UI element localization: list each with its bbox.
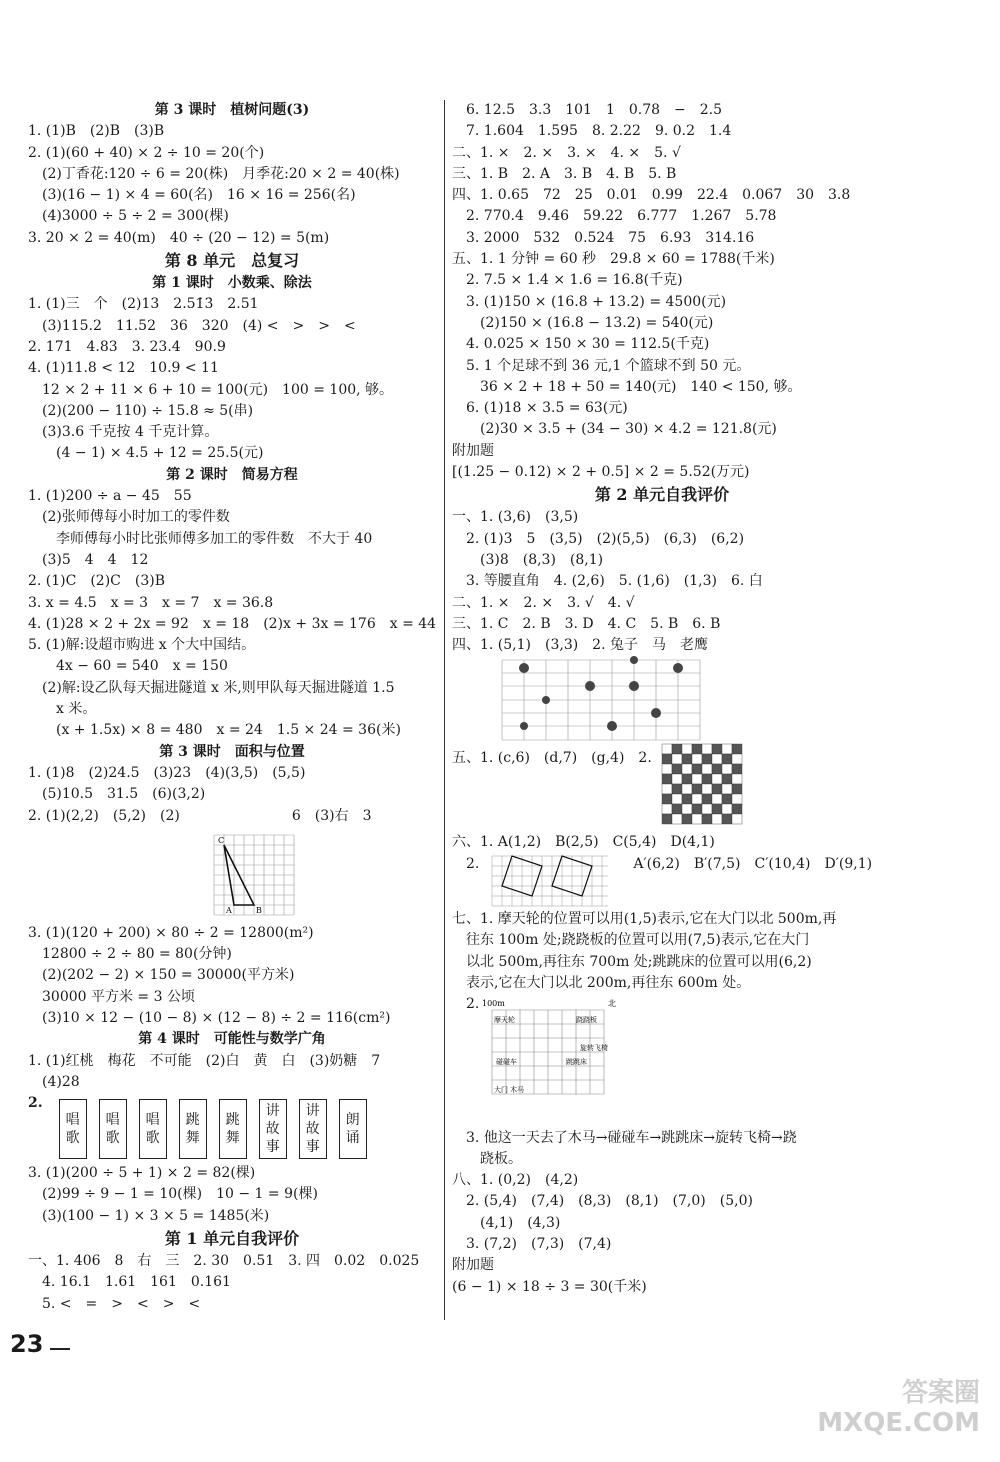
chess-square: [692, 794, 702, 804]
answer-line: (2)丁香花:120 ÷ 6 = 20(株) 月季花:20 × 2 = 40(株): [28, 165, 400, 182]
chess-square: [692, 764, 702, 774]
answer-line: 6. (1)18 × 3.5 = 63(元): [452, 400, 628, 417]
section-heading: 第 1 课时 小数乘、除法: [152, 275, 312, 292]
activity-card: 唱 歌: [139, 1099, 167, 1159]
chess-square: [712, 784, 722, 794]
chessboard-figure: [656, 742, 750, 826]
triangle-grid-figure: [28, 827, 436, 923]
answer-line: 6. 12.5 3.3 101 1 0.78 − 2.5: [452, 102, 723, 118]
chess-square: [672, 774, 682, 784]
chess-square: [732, 774, 742, 784]
activity-cards-row: [28, 1093, 436, 1163]
park-scale-label: 100m: [482, 998, 505, 1008]
answer-line: 三、1. C 2. B 3. D 4. C 5. B 6. B: [452, 615, 721, 632]
answer-line: 3. x = 4.5 x = 3 x = 7 x = 36.8: [28, 594, 274, 611]
chess-square: [672, 744, 682, 754]
park-bumper-label: 碰碰车: [496, 1057, 517, 1066]
answer-line: 往东 100m 处;跷跷板的位置可以用(7,5)表示,它在大门: [452, 932, 810, 949]
section-heading: 第 3 课时 植树问题(3): [154, 102, 310, 118]
answer-line: 以北 500m,再往东 700m 处;跳跳床的位置可以用(6,2): [452, 953, 812, 970]
chess-square: [712, 804, 722, 814]
answer-line: 跷板。: [452, 1150, 522, 1167]
chess-square: [672, 794, 682, 804]
park-map-figure: [452, 998, 872, 1128]
chess-square: [702, 794, 712, 804]
chess-square: [732, 754, 742, 764]
answer-line: (6 − 1) × 18 ÷ 3 = 30(千米): [452, 1278, 647, 1295]
park-trampoline-label: 跳跳床: [566, 1057, 587, 1066]
chess-square: [702, 744, 712, 754]
answer-line: (4,1) (4,3): [452, 1214, 561, 1231]
answer-line: 2. 7.5 × 1.4 × 1.6 = 16.8(千克): [452, 272, 683, 289]
chess-square: [692, 814, 702, 824]
answer-line: 2. (1)(60 + 40) × 2 ÷ 10 = 20(个): [28, 144, 265, 161]
answer-line: 5. 1 个足球不到 36 元,1 个篮球不到 50 元。: [452, 357, 751, 374]
answer-line: 3. (7,2) (7,3) (7,4): [452, 1235, 612, 1252]
left-block-1: [28, 100, 436, 827]
chess-square: [702, 774, 712, 784]
answer-line: [(1.25 − 0.12) × 2 + 0.5] × 2 = 5.52(万元): [452, 464, 750, 481]
chess-square: [732, 794, 742, 804]
answer-line: 3. 他这一天去了木马→碰碰车→跳跳床→旋转飞椅→跷: [452, 1129, 797, 1146]
answer-line: (2)99 ÷ 9 − 1 = 10(棵) 10 − 1 = 9(棵): [28, 1186, 318, 1203]
chess-square: [702, 784, 712, 794]
answer-line: (3)8 (8,3) (8,1): [452, 551, 604, 568]
chess-square: [712, 764, 722, 774]
answer-line: 2. (5,4) (7,4) (8,3) (8,1) (7,0) (5,0): [452, 1193, 753, 1210]
chess-square: [722, 774, 732, 784]
answer-line: 五、1. (c,6) (d,7) (g,4) 2.: [452, 750, 652, 767]
chess-square: [732, 784, 742, 794]
answer-line: 1. (1)三 个 (2)13 2.51̇3̇ 2.51: [28, 296, 259, 313]
activity-card: 跳 舞: [219, 1099, 247, 1159]
answer-line: 30000 平方米 = 3 公顷: [28, 988, 195, 1005]
quadrilateral-figure: [488, 852, 610, 914]
answer-line: 3. 等腰直角 4. (2,6) 5. (1,6) (1,3) 6. 白: [452, 573, 763, 590]
answer-line: 1. (1)红桃 梅花 不可能 (2)白 黄 白 (3)奶糖 7: [28, 1052, 381, 1069]
right-block-2: [452, 748, 652, 769]
answer-line: (3)3.6 千克按 4 千克计算。: [28, 424, 219, 441]
animal-grid-figure: [452, 656, 872, 748]
answer-line: 3. 2000 532 0.524 75 6.93 314.16: [452, 229, 755, 246]
answer-line: (2)(202 − 2) × 150 = 30000(平方米): [28, 967, 295, 984]
park-horse-label: 木马: [510, 1085, 524, 1094]
park-north-label: 北: [608, 998, 616, 1008]
activity-card: 唱 歌: [99, 1099, 127, 1159]
chess-square: [682, 804, 692, 814]
chess-square: [682, 744, 692, 754]
answer-line: 2. (1)3 5 (3,5) (2)(5,5) (6,3) (6,2): [452, 530, 745, 547]
answer-line: 四、1. (5,1) (3,3) 2. 兔子 马 老鹰: [452, 637, 708, 654]
answer-line: (2)张师傅每小时加工的零件数: [28, 509, 230, 526]
answer-line: (4)28: [28, 1073, 80, 1090]
section-heading: 第 1 单元自我评价: [164, 1229, 300, 1249]
answer-line: (4 − 1) × 4.5 + 12 = 25.5(元): [28, 445, 264, 462]
answer-line: 4. (1)28 × 2 + 2x = 92 x = 18 (2)x + 3x = 176 x = 44: [28, 615, 437, 632]
answer-line: 附加题: [452, 1257, 494, 1274]
park-seesaw-label: 跷跷板: [576, 1015, 597, 1024]
chess-square: [722, 764, 732, 774]
chess-square: [712, 814, 722, 824]
answer-line: 二、1. × 2. × 3. √ 4. √: [452, 594, 635, 611]
answer-line: 36 × 2 + 18 + 50 = 140(元) 140 < 150, 够。: [452, 378, 802, 395]
answer-line: 表示,它在大门以北 200m,再往东 600m 处。: [452, 974, 751, 991]
chess-square: [712, 754, 722, 764]
answer-line: 4. (1)11.8 < 12 10.9 < 11: [28, 360, 219, 377]
park-gate-label: 大门: [494, 1085, 508, 1094]
column-divider: [444, 100, 445, 1320]
chess-square: [702, 764, 712, 774]
chess-square: [682, 764, 692, 774]
answer-line: (5)10.5 31.5 (6)(3,2): [28, 786, 206, 803]
answer-line: 3. 20 × 2 = 40(m) 40 ÷ (20 − 12) = 5(m): [28, 229, 330, 246]
park-ferris-label: 摩天轮: [494, 1015, 515, 1024]
section-heading: 第 2 单元自我评价: [594, 485, 730, 505]
answer-line: 7. 1.604 1.595 8. 2.22 9. 0.2 1.4: [452, 123, 732, 140]
chess-square: [702, 754, 712, 764]
right-block-1: [452, 100, 872, 656]
activity-cards: [59, 1099, 367, 1159]
chess-square: [722, 744, 732, 754]
answer-line: 4. 0.025 × 150 × 30 = 112.5(千克): [452, 336, 710, 353]
section-heading: 第 2 课时 简易方程: [166, 466, 298, 483]
answer-line: 六、1. A(1,2) B(2,5) C(5,4) D(4,1): [452, 834, 715, 851]
activity-card: 唱 歌: [59, 1099, 87, 1159]
page-number: 23: [10, 1330, 44, 1358]
answer-line: 4x − 60 = 540 x = 150: [28, 658, 228, 675]
answer-line: 4. 16.1 1.61 161 0.161: [28, 1274, 231, 1291]
chess-square: [672, 764, 682, 774]
chess-square: [712, 744, 722, 754]
chess-square: [692, 804, 702, 814]
right-block-5: [452, 1128, 872, 1298]
answer-line: 12800 ÷ 2 ÷ 80 = 80(分钟): [28, 946, 232, 963]
chess-square: [682, 784, 692, 794]
answer-line: (3)5 4 4 12: [28, 551, 149, 568]
triangle-label-b: B: [256, 905, 262, 915]
chess-square: [722, 814, 732, 824]
chess-square: [692, 774, 702, 784]
chess-square: [732, 814, 742, 824]
answer-line: (2)30 × 3.5 + (34 − 30) × 4.2 = 121.8(元): [452, 421, 777, 438]
answer-line: 五、1. 1 分钟 = 60 秒 29.8 × 60 = 1788(千米): [452, 251, 775, 268]
chess-square: [692, 784, 702, 794]
answer-line: 七、1. 摩天轮的位置可以用(1,5)表示,它在大门以北 500m,再: [452, 911, 837, 928]
answer-line: 八、1. (0,2) (4,2): [452, 1172, 579, 1189]
answer-line: 2. 171 4.83 3. 23.4 90.9: [28, 338, 226, 355]
answer-line: 2.: [452, 996, 480, 1013]
answer-line: 3. (1)(120 + 200) × 80 ÷ 2 = 12800(m²): [28, 924, 314, 941]
chess-square: [702, 804, 712, 814]
answer-line: 四、1. 0.65 72 25 0.01 0.99 22.4 0.067 30 3.8: [452, 187, 851, 204]
answer-line: 3. (1)(200 ÷ 5 + 1) × 2 = 82(棵): [28, 1165, 256, 1182]
answer-line: x 米。: [28, 701, 97, 718]
chess-square: [712, 794, 722, 804]
cards-label: 2.: [28, 1095, 43, 1112]
answer-line: 2. (1)(2,2) (5,2) (2) 6 (3)右 3: [28, 807, 372, 824]
answer-line: (2)150 × (16.8 − 13.2) = 540(元): [452, 314, 714, 331]
chess-square: [682, 814, 692, 824]
chess-square: [672, 804, 682, 814]
watermark: 答案圈 MXQE.COM: [817, 1378, 980, 1438]
chess-square: [672, 814, 682, 824]
answer-line: 1. (1)200 ÷ a − 45 55: [28, 488, 192, 505]
answer-line: 一、1. 406 8 右 三 2. 30 0.51 3. 四 0.02 0.025: [28, 1253, 420, 1270]
chess-square: [732, 744, 742, 754]
right-column: [452, 100, 872, 1298]
chess-square: [682, 754, 692, 764]
answer-line: (3)(100 − 1) × 3 × 5 = 1485(米): [28, 1207, 270, 1224]
left-block-3: [28, 1163, 436, 1315]
chess-square: [662, 774, 672, 784]
chess-square: [722, 804, 732, 814]
section-heading: 第 8 单元 总复习: [164, 251, 300, 271]
chess-square: [722, 784, 732, 794]
activity-card: 讲 故 事: [259, 1099, 287, 1159]
chess-square: [662, 764, 672, 774]
answer-line: 2. 770.4 9.46 59.22 6.777 1.267 5.78: [452, 208, 777, 225]
answer-line: 1. (1)8 (2)24.5 (3)23 (4)(3,5) (5,5): [28, 764, 306, 781]
activity-card: 朗 诵: [339, 1099, 367, 1159]
chess-square: [712, 774, 722, 784]
answer-line: 12 × 2 + 11 × 6 + 10 = 100(元) 100 = 100, 够。: [28, 381, 394, 398]
chess-square: [662, 804, 672, 814]
left-column: [28, 100, 436, 1315]
answer-line: (3)10 × 12 − (10 − 8) × (12 − 8) ÷ 2 = 116(cm²): [28, 1009, 391, 1026]
park-chair-label: 旋转飞椅: [580, 1043, 608, 1052]
chess-square: [672, 754, 682, 764]
answer-line: (3)(16 − 1) × 4 = 60(名) 16 × 16 = 256(名): [28, 187, 356, 204]
chess-square: [692, 744, 702, 754]
chess-square: [732, 764, 742, 774]
chess-square: [692, 754, 702, 764]
chess-square: [732, 804, 742, 814]
answer-line: 5. < = > < > <: [28, 1295, 201, 1312]
chess-square: [682, 774, 692, 784]
answer-line: 一、1. (3,6) (3,5): [452, 509, 579, 526]
activity-card: 跳 舞: [179, 1099, 207, 1159]
answer-line: 二、1. × 2. × 3. × 4. × 5. √: [452, 144, 681, 161]
triangle-label-c: C: [218, 835, 225, 845]
answer-line: 李师傅每小时比张师傅多加工的零件数 不大于 40: [28, 530, 373, 547]
answer-line: 3. (1)150 × (16.8 + 13.2) = 4500(元): [452, 293, 727, 310]
chess-square: [722, 754, 732, 764]
answer-line: (3)115.2 11.52 36 320 (4) < > > <: [28, 317, 356, 334]
chess-square: [672, 784, 682, 794]
answer-line: (2)解:设乙队每天掘进隧道 x 米,则甲队每天掘进隧道 1.5: [28, 679, 395, 696]
chess-square: [662, 784, 672, 794]
activity-card: 讲 故 事: [299, 1099, 327, 1159]
answer-line: (x + 1.5x) × 8 = 480 x = 24 1.5 × 24 = 36(米): [28, 722, 401, 739]
answer-line: 三、1. B 2. A 3. B 4. B 5. B: [452, 165, 677, 182]
section-heading: 第 4 课时 可能性与数学广角: [138, 1031, 326, 1048]
triangle-label-a: A: [226, 905, 232, 915]
answer-line: (2)(200 − 110) ÷ 15.8 ≈ 5(串): [28, 402, 254, 419]
answer-line: 2. A′(6,2) B′(7,5) C′(10,4) D′(9,1): [452, 855, 873, 872]
chess-square: [662, 794, 672, 804]
answer-line: 附加题: [452, 442, 494, 459]
chess-square: [682, 794, 692, 804]
section-heading: 第 3 课时 面积与位置: [159, 743, 305, 760]
answer-line: 5. (1)解:设超市购进 x 个大中国结。: [28, 637, 256, 654]
chess-square: [662, 814, 672, 824]
answer-line: (4)3000 ÷ 5 ÷ 2 = 300(棵): [28, 208, 229, 225]
answer-line: 2. (1)C (2)C (3)B: [28, 573, 166, 590]
page-number-dash: [50, 1348, 70, 1350]
left-block-2: [28, 923, 436, 1093]
chess-square: [662, 744, 672, 754]
answer-line: 1. (1)B (2)B (3)B: [28, 123, 165, 140]
chess-square: [702, 814, 712, 824]
chess-square: [722, 794, 732, 804]
chess-square: [662, 754, 672, 764]
